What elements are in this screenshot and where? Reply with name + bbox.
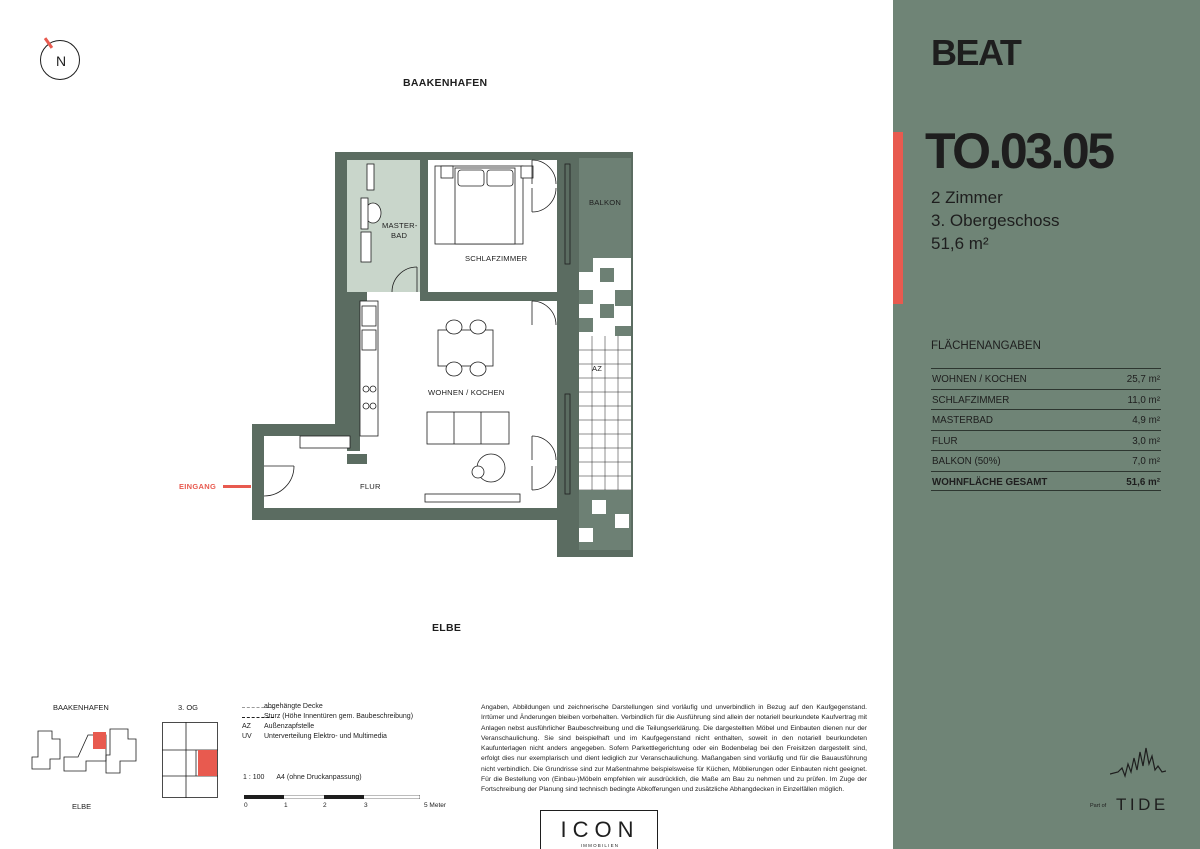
floor-keymap [162,722,218,798]
icon-immobilien-logo [540,810,658,849]
legend-text: Außenzapfstelle [264,723,315,730]
logo-subtitle: IMMOBILIEN [580,843,620,848]
legend-symbol: UV [242,733,252,740]
legend-row [242,703,472,713]
scale-tick: 2 [323,802,327,809]
floor-plan-drawing [240,150,640,560]
area-value: 25,7 m² [1126,374,1160,385]
area-name: BALKON (50%) [932,456,1001,467]
legend-row [242,723,472,733]
legend-text: Unterverteilung Elektro- und Multimedia [264,733,387,740]
balcony [579,152,633,557]
scale-ratio: 1 : 100 [243,774,265,781]
logo-word: ICON [560,817,640,842]
area-total-value: 51,6 m² [1126,476,1160,488]
tide-wave-icon [1110,742,1166,794]
floor-name: 3. Obergeschoss [931,211,1060,230]
area-name: MASTERBAD [932,415,993,426]
dining-table [438,320,493,376]
room-label-wohnen: WOHNEN / KOCHEN [428,388,505,397]
tide-prefix: Part of [1090,803,1107,809]
area-value: 11,0 m² [1127,394,1160,406]
room-label-schlafzimmer: SCHLAFZIMMER [465,254,528,263]
entrance-label: EINGANG [179,482,217,491]
section-title: FLÄCHENANGABEN [931,340,1041,352]
keymap-north-label: BAAKENHAFEN [53,703,109,712]
site-keymap [30,725,140,785]
sofa [427,412,509,482]
disclaimer-text: Angaben, Abbildungen und zeichnerische Darstellungen sind vorläufig und unverbindlich in Bezug auf den Kaufgegenstand. Irrtümer und Änderungen bleiben vorbehalten. Verbindlich für die Ausführung sind allein der notariell beurkundete Kaufvertrag mit Anlagen nebst ausführlicher Baubeschreibung und die Teilungserklärung. Die dargestellten Möbel und Einbauten dienen nur der Veranschaulichung. Sie sind beispielhaft und im Kaufgegenstand nicht enthalten, soweit in den notariell beurkundeten Kaufunterlagen nicht anders angegeben. Sofern Parkettlegerichtung oder ein Bodenbelag bei den Freisitzen dargestellt sind, erfolgt dies nur exemplarisch und dient lediglich zur Veranschaulichung. Maßangaben sind vorläufig und für die Bauausführung nicht verbindlich. Die Grundrisse sind zur Maßentnahme beispielsweise für Küchen, Möblierungen oder Einbauten nicht geeignet. Für die Bestellung von (Einbau-)Möbeln empfehlen wir ausdrücklich, die Maße am Bau zu nehmen und zu prüfen. Im Zuge der Fortschreibung der Planung sind technisch bedingte Abkofferungen und zusätzliche Abhangdecken in Einzelfällen möglich. [481,704,867,794]
legend-symbol: AZ [242,723,251,730]
north-orientation-label: BAAKENHAFEN [403,77,488,89]
area-row [931,368,1161,389]
compass [40,40,80,80]
unit-id: TO.03.05 [925,123,1113,179]
area-value: 7,0 m² [1132,456,1160,467]
double-bed [435,166,533,244]
legend-text: abgehängte Decke [264,703,323,710]
area-row [931,430,1161,451]
scale-tick: 0 [244,802,248,809]
scale-note: A4 (ohne Druckanpassung) [276,774,362,781]
rooms-count: 2 Zimmer [931,188,1003,207]
keymap-south-label: ELBE [72,802,92,811]
area-value: 4,9 m² [1132,415,1160,426]
area-table [931,368,1161,491]
area-name: SCHLAFZIMMER [932,394,1010,406]
area-total-name: WOHNFLÄCHE GESAMT [932,476,1048,488]
room-label-masterbad-1: MASTER- [382,221,418,230]
area-row [931,389,1161,410]
brand-title: BEAT [931,32,1021,73]
scale-bar [244,795,420,799]
room-label-flur: FLUR [360,482,381,491]
room-label-balkon: BALKON [589,198,622,207]
area-row [931,450,1161,471]
unit-area: 51,6 m² [931,234,989,253]
legend-row [242,733,472,743]
compass-letter: N [55,53,67,69]
area-name: FLUR [932,435,958,447]
room-label-masterbad-2: BAD [391,231,408,240]
south-orientation-label: ELBE [432,622,462,634]
scale-tick: 1 [284,802,288,809]
scale-tick: 3 [364,802,368,809]
entrance-door [264,466,294,496]
area-name: WOHNEN / KOCHEN [932,374,1027,385]
legend-row [242,713,472,723]
accent-bar [893,132,903,304]
tide-logo-word: TIDE [1116,795,1169,814]
legend [242,703,472,743]
scale-tick: 5 Meter [424,802,447,809]
area-row [931,409,1161,430]
scale-text [243,774,362,781]
area-total-row [931,471,1161,492]
legend-text: Sturz (Höhe Innentüren gem. Baubeschreibung) [264,713,414,720]
area-value: 3,0 m² [1132,435,1160,447]
room-label-az: AZ [592,364,603,373]
floor-label: 3. OG [178,703,199,712]
info-panel [893,0,1200,849]
